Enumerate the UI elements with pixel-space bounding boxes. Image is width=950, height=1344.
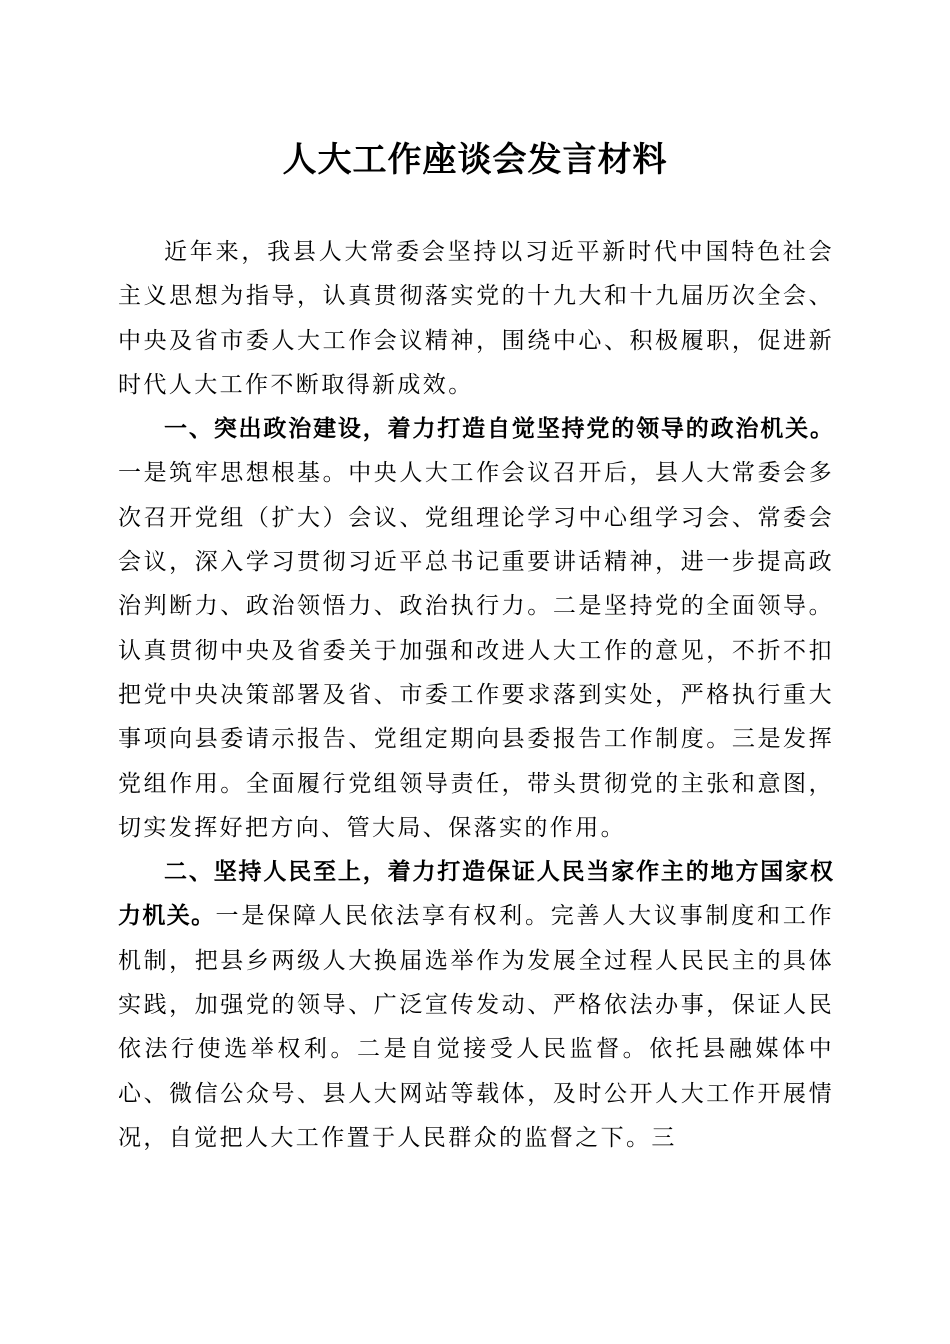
section-body-1: 一是筑牢思想根基。中央人大工作会议召开后，县人大常委会多次召开党组（扩大）会议、党组理论学习中心组学习会、常委会会议，深入学习贯彻习近平总书记重要讲话精神，进一步提高政治判断力、政治领悟力、政治执行力。二是坚持党的全面领导。认真贯彻中央及省委关于加强和改进人大工作的意见，不折不扣把党中央决策部署及省、市委工作要求落到实处，严格执行重大事项向县委请示报告、党组定期向县委报告工作制度。三是发挥党组作用。全面履行党组领导责任，带头贯彻党的主张和意图，切实发挥好把方向、管大局、保落实的作用。 — [118, 460, 834, 841]
intro-paragraph: 近年来，我县人大常委会坚持以习近平新时代中国特色社会主义思想为指导，认真贯彻落实党的十九大和十九届历次全会、中央及省市委人大工作会议精神，围绕中心、积极履职，促进新时代人大工作不断取得新成效。 — [118, 239, 834, 398]
section-heading-1: 一、突出政治建设，着力打造自觉坚持党的领导的政治机关。 — [164, 416, 834, 443]
section-paragraph-2 — [118, 850, 834, 1160]
section-paragraph-1 — [118, 407, 834, 850]
document-body — [118, 230, 834, 1160]
section-body-2: 一是保障人民依法享有权利。完善人大议事制度和工作机制，把县乡两级人大换届选举作为发展全过程人民民主的具体实践，加强党的领导、广泛宣传发动、严格依法办事，保证人民依法行使选举权利。二是自觉接受人民监督。依托县融媒体中心、微信公众号、县人大网站等载体，及时公开人大工作开展情况，自觉把人大工作置于人民群众的监督之下。三 — [118, 903, 834, 1151]
section-heading-2: 二、坚持人民至上，着力打造保证人民当家作主的地方国家权力机关。 — [118, 859, 834, 930]
document-title: 人大工作座谈会发言材料 — [282, 140, 668, 180]
